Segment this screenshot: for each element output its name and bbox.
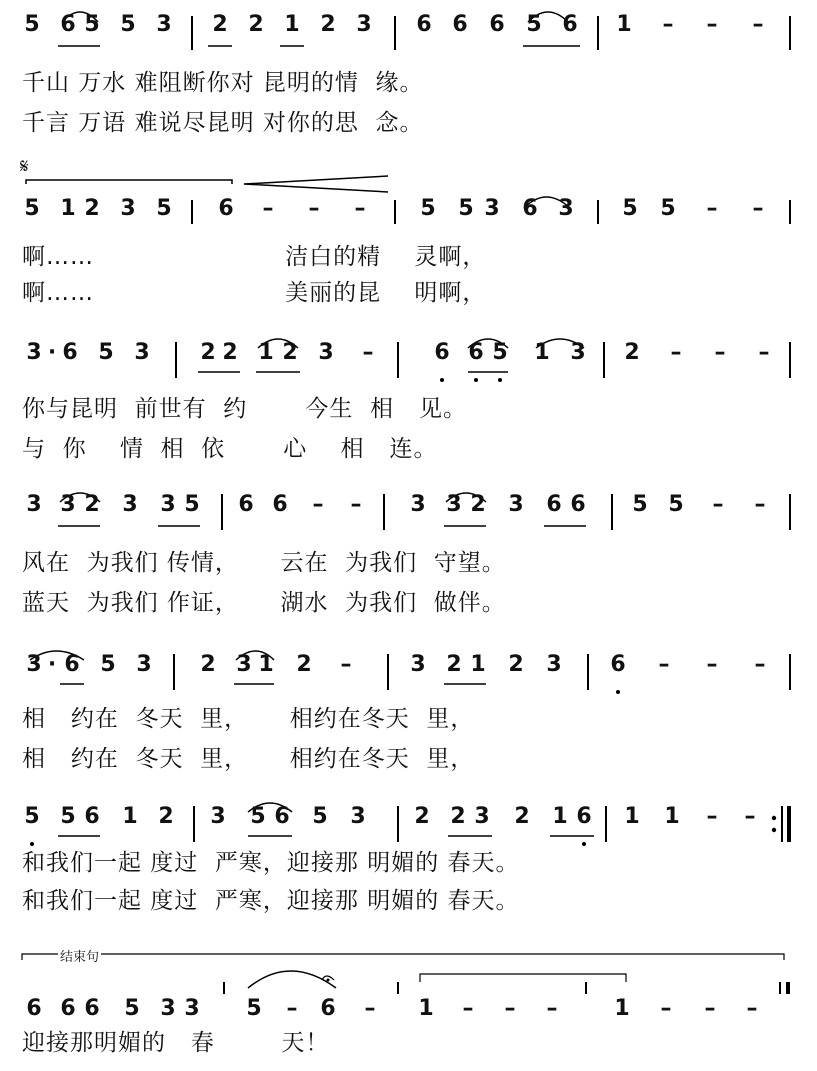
- note: 3: [26, 492, 42, 517]
- system-3-notes: [0, 328, 817, 378]
- system-2-notes: [0, 184, 817, 234]
- note: 5: [622, 196, 638, 221]
- note: 1: [418, 996, 434, 1021]
- note: 2: [450, 804, 466, 829]
- note: 2: [282, 340, 298, 365]
- note: –: [706, 12, 718, 37]
- note: 5: [668, 492, 684, 517]
- note: –: [758, 340, 770, 365]
- note: 2: [200, 652, 216, 677]
- note: –: [658, 652, 670, 677]
- lyrics-verse-2: 相 约在 冬天 里， 相约在冬天 里，: [22, 746, 475, 772]
- note: 3: [160, 492, 176, 517]
- note: ·: [47, 652, 57, 677]
- note: 6: [84, 996, 100, 1021]
- note: 6: [218, 196, 234, 221]
- note: 1: [258, 340, 274, 365]
- note: 5: [492, 340, 508, 365]
- note: 6: [274, 804, 290, 829]
- note: 2: [446, 652, 462, 677]
- lyrics-verse-2: 和我们一起 度过 严寒，迎接那 明媚的 春天。: [22, 888, 520, 914]
- lyrics-verse-1: 你与昆明 前世有 约 今生 相 见。: [22, 396, 467, 422]
- note: –: [660, 996, 672, 1021]
- note: –: [706, 652, 718, 677]
- note: 1: [624, 804, 640, 829]
- note: 2: [158, 804, 174, 829]
- lyrics-verse-1: 风在 为我们 传情， 云在 为我们 守望。: [22, 550, 506, 576]
- note: 1: [616, 12, 632, 37]
- note: 1: [552, 804, 568, 829]
- note: –: [752, 196, 764, 221]
- note: 5: [246, 996, 262, 1021]
- note: 2: [514, 804, 530, 829]
- note: –: [546, 996, 558, 1021]
- lyrics-verse-2: 与 你 情 相 依 心 相 连。: [22, 436, 438, 462]
- note: –: [754, 492, 766, 517]
- note: 6: [62, 340, 78, 365]
- note: –: [340, 652, 352, 677]
- note: 6: [64, 652, 80, 677]
- note: 3: [210, 804, 226, 829]
- note: 5: [120, 12, 136, 37]
- lyrics-verse-2: 啊…… 美丽的昆 明啊，: [22, 280, 487, 306]
- note: 6: [489, 12, 505, 37]
- note: 1: [470, 652, 486, 677]
- note: –: [462, 996, 474, 1021]
- note: 6: [84, 804, 100, 829]
- note: –: [706, 196, 718, 221]
- note: 6: [570, 492, 586, 517]
- note: 3: [446, 492, 462, 517]
- note: 5: [98, 340, 114, 365]
- note: 5: [184, 492, 200, 517]
- note: 2: [222, 340, 238, 365]
- note: 5: [632, 492, 648, 517]
- note: 3: [484, 196, 500, 221]
- note: 2: [200, 340, 216, 365]
- system-7-notes: [0, 984, 817, 1034]
- note: –: [286, 996, 298, 1021]
- note: 5: [458, 196, 474, 221]
- note: 6: [562, 12, 578, 37]
- note: –: [354, 196, 366, 221]
- note: 2: [84, 196, 100, 221]
- note: 2: [320, 12, 336, 37]
- note: 5: [660, 196, 676, 221]
- note: 1: [60, 196, 76, 221]
- note: –: [752, 12, 764, 37]
- note: –: [670, 340, 682, 365]
- note: 3: [136, 652, 152, 677]
- note: 3: [236, 652, 252, 677]
- note: –: [704, 996, 716, 1021]
- note: 5: [60, 804, 76, 829]
- note: 3: [508, 492, 524, 517]
- note: –: [504, 996, 516, 1021]
- note: 6: [546, 492, 562, 517]
- note: 3: [120, 196, 136, 221]
- note: 3: [558, 196, 574, 221]
- note: 2: [296, 652, 312, 677]
- note: 5: [250, 804, 266, 829]
- note: 5: [24, 12, 40, 37]
- note: 3: [410, 492, 426, 517]
- note: –: [706, 804, 718, 829]
- note: 3: [356, 12, 372, 37]
- note: 2: [414, 804, 430, 829]
- note: 3: [318, 340, 334, 365]
- note: 5: [420, 196, 436, 221]
- note: –: [362, 340, 374, 365]
- note: 6: [320, 996, 336, 1021]
- note: 1: [664, 804, 680, 829]
- note: 3: [474, 804, 490, 829]
- note: 2: [470, 492, 486, 517]
- note: 3: [160, 996, 176, 1021]
- lyrics-verse-1: 相 约在 冬天 里， 相约在冬天 里，: [22, 706, 475, 732]
- note: 5: [156, 196, 172, 221]
- note: –: [312, 492, 324, 517]
- lyrics-verse-2: 千言 万语 难说尽昆明 对你的思 念。: [22, 110, 424, 136]
- note: 6: [434, 340, 450, 365]
- note: ·: [47, 340, 57, 365]
- note: 1: [284, 12, 300, 37]
- system-5-notes: [0, 640, 817, 690]
- note: –: [308, 196, 320, 221]
- note: 2: [248, 12, 264, 37]
- note: –: [744, 804, 756, 829]
- note: 6: [468, 340, 484, 365]
- note: 6: [416, 12, 432, 37]
- note: 3: [570, 340, 586, 365]
- note: 3: [60, 492, 76, 517]
- note: 2: [508, 652, 524, 677]
- note: 6: [610, 652, 626, 677]
- lyrics-verse-1: 千山 万水 难阻断你对 昆明的情 缘。: [22, 70, 424, 96]
- note: 5: [124, 996, 140, 1021]
- note: 5: [312, 804, 328, 829]
- note: 6: [60, 12, 76, 37]
- note: 3: [134, 340, 150, 365]
- lyrics-verse-1: 迎接那明媚的 春 天！: [22, 1030, 330, 1056]
- note: 1: [258, 652, 274, 677]
- note: 5: [84, 12, 100, 37]
- lyrics-verse-2: 蓝天 为我们 作证， 湖水 为我们 做伴。: [22, 590, 506, 616]
- system-4-notes: [0, 480, 817, 530]
- note: 3: [156, 12, 172, 37]
- note: 1: [122, 804, 138, 829]
- lyrics-verse-1: 和我们一起 度过 严寒，迎接那 明媚的 春天。: [22, 850, 520, 876]
- note: –: [364, 996, 376, 1021]
- segno-sign: 𝄋: [20, 154, 29, 178]
- note: 5: [24, 196, 40, 221]
- note: 5: [100, 652, 116, 677]
- note: 6: [60, 996, 76, 1021]
- note: 3: [184, 996, 200, 1021]
- note: 5: [24, 804, 40, 829]
- ending-label: 结束句: [58, 946, 101, 965]
- note: 6: [272, 492, 288, 517]
- note: 3: [546, 652, 562, 677]
- note: 3: [26, 340, 42, 365]
- lyrics-verse-1: 啊…… 洁白的精 灵啊，: [22, 244, 487, 270]
- note: 2: [84, 492, 100, 517]
- note: 1: [534, 340, 550, 365]
- note: –: [746, 996, 758, 1021]
- note: 6: [522, 196, 538, 221]
- note: 1: [614, 996, 630, 1021]
- note: 6: [576, 804, 592, 829]
- note: –: [712, 492, 724, 517]
- note: –: [714, 340, 726, 365]
- note: 3: [350, 804, 366, 829]
- note: 3: [122, 492, 138, 517]
- system-6-notes: [0, 792, 817, 842]
- note: –: [754, 652, 766, 677]
- note: 3: [410, 652, 426, 677]
- note: 6: [452, 12, 468, 37]
- note: 5: [526, 12, 542, 37]
- note: –: [662, 12, 674, 37]
- system-1-notes: [0, 0, 817, 50]
- note: 6: [238, 492, 254, 517]
- note: 2: [212, 12, 228, 37]
- note: 6: [26, 996, 42, 1021]
- note: –: [262, 196, 274, 221]
- note: –: [350, 492, 362, 517]
- note: 3: [26, 652, 42, 677]
- note: 2: [624, 340, 640, 365]
